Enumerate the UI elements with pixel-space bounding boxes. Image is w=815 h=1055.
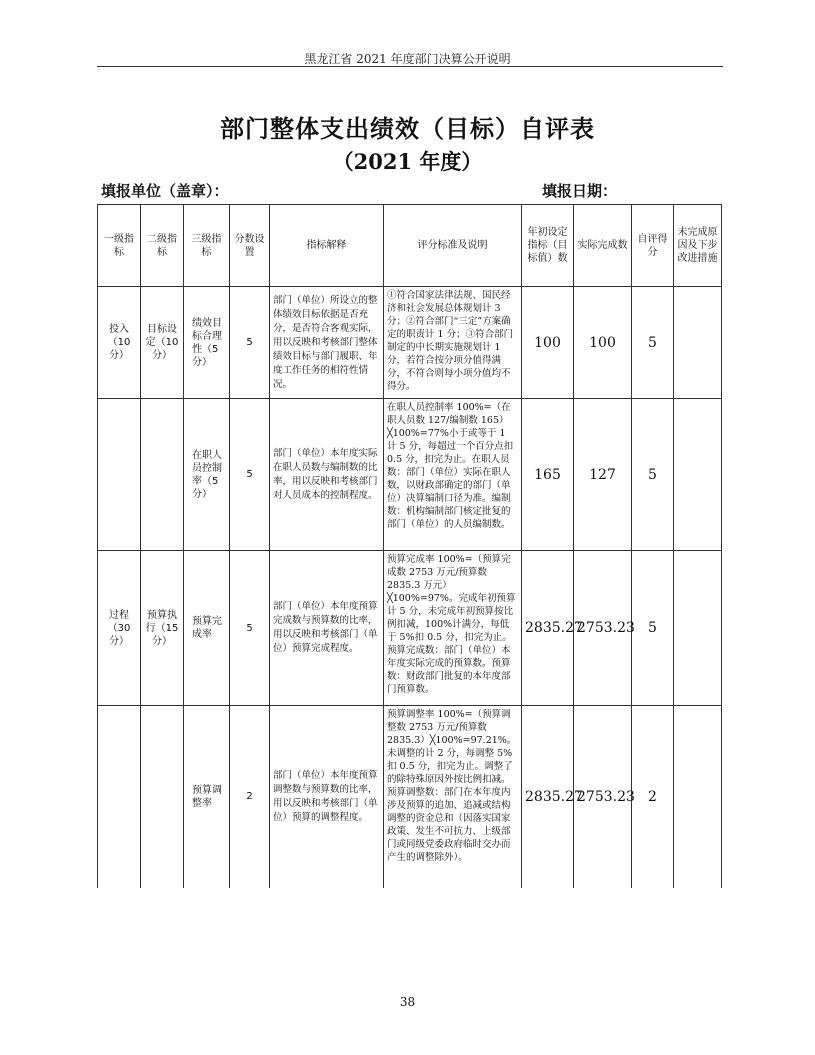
explanation-cell: 部门（单位）本年度实际在职人员数与编制数的比率，用以反映和考核部门对人员成本的控制程度。: [270, 399, 384, 551]
header-level2: 二级指标: [141, 205, 184, 287]
target-cell: 2835.27: [522, 551, 574, 706]
level2-cell: 目标设定（10分）: [141, 287, 184, 399]
actual-cell: 2753.23: [574, 551, 632, 706]
self-score-cell: 5: [632, 551, 674, 706]
level2-cell: 预算执行（15分）: [141, 551, 184, 706]
level1-cell: [98, 706, 141, 888]
target-cell: 2835.27: [522, 706, 574, 888]
criteria-cell: ①符合国家法律法规、国民经济和社会发展总体规划计 3 分；②符合部门“三定”方案确定的职责计 1 分；③符合部门制定的中长期实施规划计 1 分，若符合按分项分值得满分，不符合则每小项分值均不得分。: [384, 287, 522, 399]
table-row: [98, 551, 722, 706]
level3-cell: 预算调整率: [184, 706, 230, 888]
actual-cell: 127: [574, 399, 632, 551]
level3-cell: 绩效目标合理性（5分）: [184, 287, 230, 399]
level1-cell: 投入（10分）: [98, 287, 141, 399]
header-target: 年初设定指标（目标值）数: [522, 205, 574, 287]
performance-table: [97, 204, 722, 888]
header-actual: 实际完成数: [574, 205, 632, 287]
header-reason: 未完成原因及下步改进措施: [674, 205, 722, 287]
score-cell: 5: [230, 399, 270, 551]
explanation-cell: 部门（单位）本年度预算完成数与预算数的比率，用以反映和考核部门（单位）预算完成程度。: [270, 551, 384, 706]
level2-cell: [141, 706, 184, 888]
header-divider: [97, 66, 723, 67]
actual-cell: 2753.23: [574, 706, 632, 888]
self-score-cell: 5: [632, 399, 674, 551]
criteria-cell: 预算调整率 100%=（预算调整数 2753 万元/预算数 2835.3）╳100%=97.21%。未调整的计 2 分，每调整 5%扣 0.5 分，扣完为止。调整了的除特殊原因外按比例扣减。预算调整数：部门在本年度内涉及预算的追加、追减或结构调整的资金总和（因落实国家政策、发生不可抗力、上级部门或同级党委政府临时交办而产生的调整除外）。: [384, 706, 522, 888]
level2-cell: [141, 399, 184, 551]
reason-cell: [674, 706, 722, 888]
explanation-cell: 部门（单位）本年度预算调整数与预算数的比率，用以反映和考核部门（单位）预算的调整程度。: [270, 706, 384, 888]
explanation-cell: 部门（单位）所设立的整体绩效目标依据是否充分，是否符合客观实际，用以反映和考核部门整体绩效目标与部门履职、年度工作任务的相符性情况。: [270, 287, 384, 399]
document-subtitle: （2021 年度）: [332, 149, 483, 174]
fill-date-label: 填报日期：: [542, 182, 618, 200]
actual-cell: 100: [574, 287, 632, 399]
criteria-cell: 预算完成率 100%=（预算完成数 2753 万元/预算数 2835.3 万元）╳100%=97%。完成年初预算计 5 分，未完成年初预算按比例扣减，100%计满分，每低于 5%扣 0.5 分，扣完为止。预算完成数：部门（单位）本年度实际完成的预算数。预算数：财政部门批复的本年度部门预算数。: [384, 551, 522, 706]
level1-cell: 过程（30分）: [98, 551, 141, 706]
header-level3: 三级指标: [184, 205, 230, 287]
header-explanation: 指标解释: [270, 205, 384, 287]
target-cell: 100: [522, 287, 574, 399]
document-title: 部门整体支出绩效（目标）自评表: [220, 114, 595, 143]
header-score: 分数设置: [230, 205, 270, 287]
level1-cell: [98, 399, 141, 551]
self-score-cell: 2: [632, 706, 674, 888]
level3-cell: 预算完成率: [184, 551, 230, 706]
header-criteria: 评分标准及说明: [384, 205, 522, 287]
table-row: [98, 287, 722, 399]
reason-cell: [674, 399, 722, 551]
score-cell: 5: [230, 551, 270, 706]
reason-cell: [674, 287, 722, 399]
score-cell: 2: [230, 706, 270, 888]
fill-unit-label: 填报单位（盖章）：: [101, 182, 229, 200]
table-header-row: [98, 205, 722, 287]
criteria-cell: 在职人员控制率 100%=（在职人员数 127/编制数 165）╳100%=77%小于或等于 1 计 5 分，每超过一个百分点扣 0.5 分，扣完为止。在职人员数：部门（单位）实际在职人数，以财政部确定的部门（单位）决算编制口径为准。编制数：机构编制部门核定批复的部门（单位）的人员编制数。: [384, 399, 522, 551]
table-row: [98, 399, 722, 551]
page-number: 38: [399, 995, 416, 1009]
header-self-score: 自评得分: [632, 205, 674, 287]
table-row: [98, 706, 722, 888]
score-cell: 5: [230, 287, 270, 399]
target-cell: 165: [522, 399, 574, 551]
running-header: 黑龙江省 2021 年度部门决算公开说明: [304, 52, 511, 66]
self-score-cell: 5: [632, 287, 674, 399]
header-level1: 一级指标: [98, 205, 141, 287]
level3-cell: 在职人员控制率（5分）: [184, 399, 230, 551]
reason-cell: [674, 551, 722, 706]
